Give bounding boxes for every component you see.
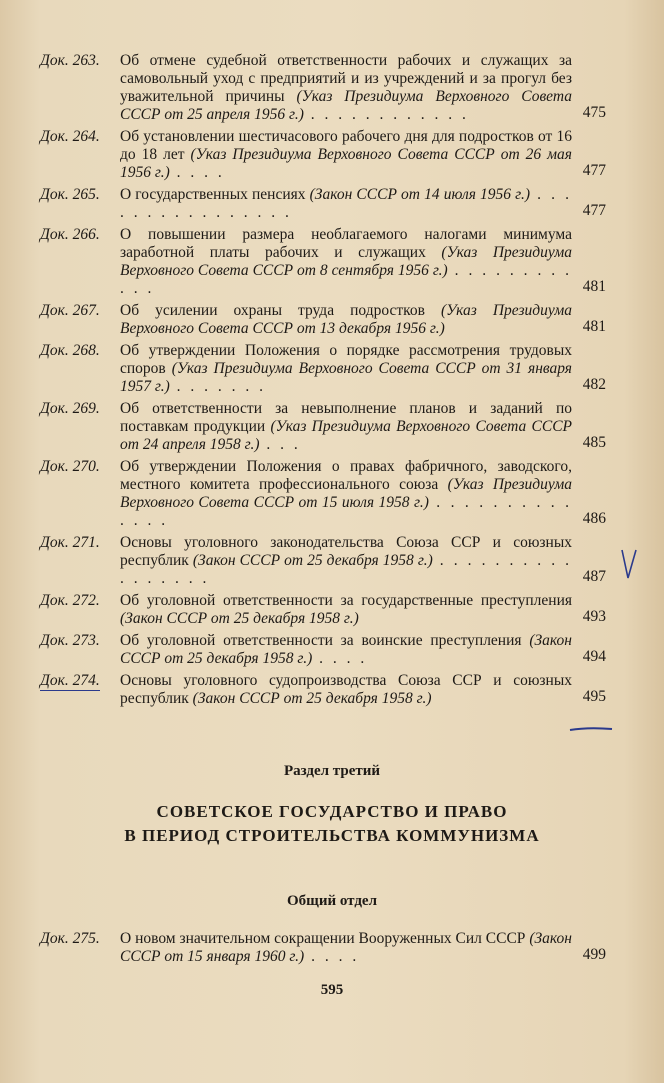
toc-entry-274 (40, 672, 606, 708)
doc-source: (Указ Президиума Верховного Совета СССР от 31 января 1957 г.) (120, 360, 572, 395)
page-ref: 481 (582, 318, 606, 335)
doc-source: (Указ Президиума Верховного Совета СССР от 13 декабря 1956 г.) (120, 302, 573, 337)
doc-title: Об ответственности за невыполнение планов и заданий по поставкам продукции (120, 400, 572, 435)
section-heading-line-2: В ПЕРИОД СТРОИТЕЛЬСТВА КОММУНИЗМА (124, 826, 540, 845)
doc-title: О новом значительном сокращении Вооруженных Сил СССР (120, 930, 530, 947)
toc-entry-272 (40, 592, 606, 628)
page-ref: 494 (582, 648, 606, 665)
doc-label: Док. 275. (40, 930, 100, 947)
doc-label: Док. 266. (40, 226, 100, 243)
doc-source: (Закон СССР от 25 декабря 1958 г.) (192, 552, 433, 569)
doc-label: Док. 263. (40, 52, 100, 69)
pen-underline-mark (568, 724, 614, 734)
table-of-contents-section-3 (40, 930, 606, 970)
table-of-contents (40, 52, 606, 712)
doc-label: Док. 264. (40, 128, 100, 145)
toc-entry-273: Док. 273. Об уголовной ответственности за воинские преступления (Закон СССР от 25 декабря 1958 г.) . . . . 494 (40, 632, 606, 667)
doc-title: Об уголовной ответственности за воинские преступления (120, 632, 530, 649)
pen-tick-mark (620, 548, 640, 582)
doc-title: Об утверждении Положения о порядке рассмотрения трудовых споров (120, 342, 572, 377)
page-number: 595 (320, 982, 344, 998)
doc-label: Док. 267. (40, 302, 100, 319)
page-ref: 477 (582, 202, 606, 219)
page-ref: 487 (582, 568, 606, 585)
doc-source: (Указ Президиума Верховного Совета СССР от 24 апреля 1958 г.) (120, 418, 572, 453)
doc-source: (Указ Президиума Верховного Совета СССР от 26 мая 1956 г.) (120, 146, 572, 181)
toc-entry-268: Док. 268. Об утверждении Положения о порядке рассмотрения трудовых споров (Указ Президиума Верховного Совета СССР от 31 января 1957 г.) . . . . . . . 482 (40, 342, 606, 395)
toc-entry-270: Док. 270. Об утверждении Положения о правах фабричного, заводского, местного комитета профессионального союза (Указ Президиума Верховного Совета СССР от 15 июля 1958 г.) . . . . . . . . . . . . . . 486 (40, 458, 606, 529)
toc-entry-275: Док. 275. О новом значительном сокращении Вооруженных Сил СССР (Закон СССР от 15 января 1960 г.) . . . . 499 (40, 930, 606, 965)
page-ref: 493 (582, 608, 606, 625)
doc-title: Основы уголовного судопроизводства Союза ССР и союзных республик (120, 672, 572, 707)
doc-title: Об установлении шестичасового рабочего дня для подростков от 16 до 18 лет (120, 128, 572, 163)
page-ref: 486 (582, 510, 606, 527)
subsection-title: Общий отдел (287, 893, 377, 909)
toc-entry-266: Док. 266. О повышении размера необлагаемого налогами минимума заработной платы рабочих и служащих (Указ Президиума Верховного Совета СССР от 8 сентября 1956 г.) . . . . . . . . . . . . 481 (40, 226, 606, 297)
doc-title: Об утверждении Положения о правах фабричного, заводского, местного комитета профессионального союза (120, 458, 572, 493)
doc-label: Док. 274. (40, 672, 100, 689)
doc-label: Док. 271. (40, 534, 100, 551)
page-ref: 481 (582, 278, 606, 295)
doc-source: (Указ Президиума Верховного Совета СССР от 25 апреля 1956 г.) (120, 88, 572, 123)
toc-entry-267 (40, 302, 606, 338)
doc-title: Основы уголовного законодательства Союза ССР и союзных республик (120, 534, 572, 569)
page-ref: 477 (582, 162, 606, 179)
toc-entry-263: Док. 263. Об отмене судебной ответственности рабочих и служащих за самовольный уход с предприятий и из учреждений и за прогул без уважительной причины (Указ Президиума Верховного Совета СССР от 25 апреля 1956 г.) . . . . . . . . . . . . 475 (40, 52, 606, 123)
doc-label: Док. 272. (40, 592, 100, 609)
doc-label: Док. 269. (40, 400, 100, 417)
page-ref: 485 (582, 434, 606, 451)
section-label: Раздел третий (283, 763, 381, 779)
toc-entry-265: Док. 265. О государственных пенсиях (Закон СССР от 14 июля 1956 г.) . . . . . . . . . . . . . . . . 477 (40, 186, 606, 221)
doc-source: (Закон СССР от 25 декабря 1958 г.) (120, 610, 359, 627)
doc-title: Об уголовной ответственности за государственные преступления (120, 592, 572, 609)
doc-source: (Закон СССР от 14 июля 1956 г.) (309, 186, 531, 203)
section-heading-line-1: СОВЕТСКОЕ ГОСУДАРСТВО И ПРАВО (156, 802, 508, 821)
doc-source: (Указ Президиума Верховного Совета СССР от 8 сентября 1956 г.) (120, 244, 572, 279)
doc-source: (Закон СССР от 25 декабря 1958 г.) (120, 632, 572, 667)
doc-label: Док. 273. (40, 632, 100, 649)
page-ref: 482 (582, 376, 606, 393)
doc-label: Док. 265. (40, 186, 100, 203)
doc-source: (Закон СССР от 25 декабря 1958 г.) (192, 690, 432, 707)
toc-entry-264: Док. 264. Об установлении шестичасового рабочего дня для подростков от 16 до 18 лет (Указ Президиума Верховного Совета СССР от 26 мая 1956 г.) . . . . 477 (40, 128, 606, 181)
toc-entry-271: Док. 271. Основы уголовного законодательства Союза ССР и союзных республик (Закон СССР от 25 декабря 1958 г.) . . . . . . . . . . . . . . . . . 487 (40, 534, 606, 587)
page-ref: 495 (582, 688, 606, 705)
doc-title: О государственных пенсиях (120, 186, 310, 203)
page-ref: 499 (582, 946, 606, 963)
doc-label: Док. 268. (40, 342, 100, 359)
doc-title: Об усилении охраны труда подростков (120, 302, 441, 319)
section-heading (0, 800, 664, 848)
doc-source: (Указ Президиума Верховного Совета СССР от 15 июля 1958 г.) (120, 476, 573, 511)
doc-source: (Закон СССР от 15 января 1960 г.) (120, 930, 572, 965)
toc-entry-269: Док. 269. Об ответственности за невыполнение планов и заданий по поставкам продукции (Указ Президиума Верховного Совета СССР от 24 апреля 1958 г.) . . . 485 (40, 400, 606, 453)
doc-label: Док. 270. (40, 458, 100, 475)
doc-title: О повышении размера необлагаемого налогами минимума заработной платы рабочих и служащих (120, 226, 572, 261)
page-ref: 475 (582, 104, 606, 121)
doc-title: Об отмене судебной ответственности рабочих и служащих за самовольный уход с предприятий и из учреждений и за прогул без уважительной причины (120, 52, 572, 105)
